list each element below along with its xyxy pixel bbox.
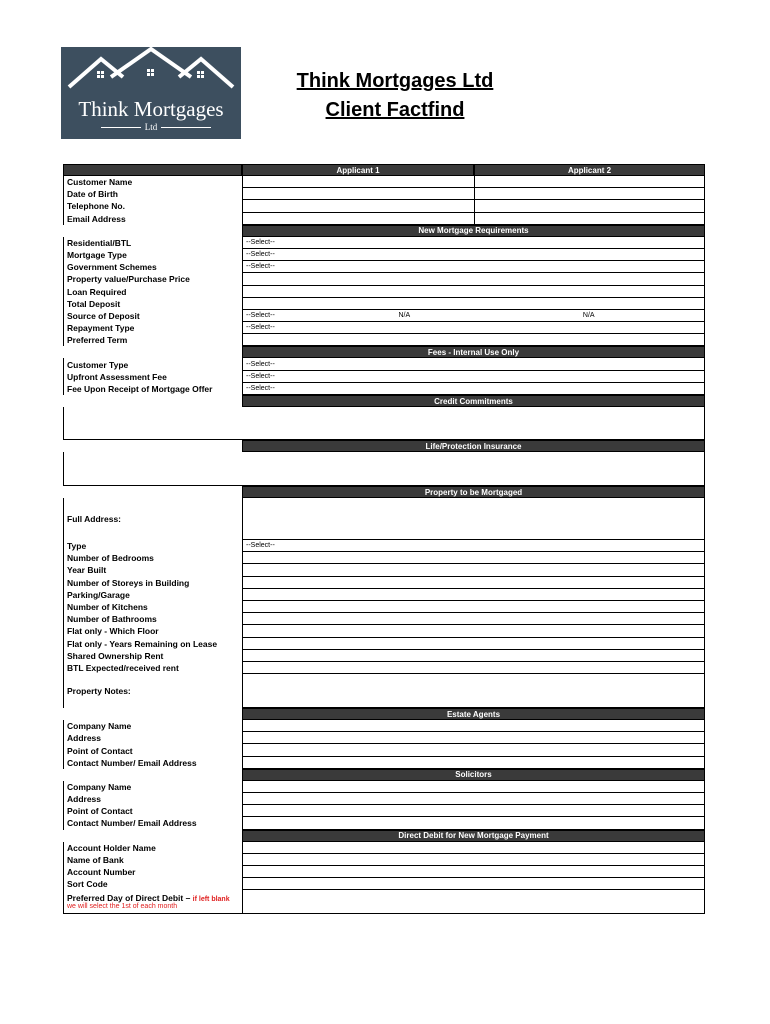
residential-btl-field[interactable]: --Select-- [242, 237, 705, 249]
preferred-term-field[interactable] [242, 334, 705, 346]
solicitor-company-name-field[interactable] [242, 781, 705, 793]
estate-contact-number-email-address-field[interactable] [242, 757, 705, 769]
applicant-row [63, 200, 705, 212]
property-row [63, 540, 705, 552]
field-label-repayment-type: Repayment Type [63, 322, 242, 334]
field-label-account-number: Account Number [63, 866, 242, 878]
property-row [63, 613, 705, 625]
solicitor-address-field[interactable] [242, 793, 705, 805]
source-of-deposit-select[interactable] [242, 310, 705, 322]
dd-row [63, 854, 705, 866]
mortgage-row [63, 310, 705, 322]
full-address-field[interactable] [242, 498, 705, 540]
field-label-address: Address [63, 732, 242, 744]
field-label-email-address: Email Address [63, 213, 242, 225]
section-solicitors: Solicitors [242, 769, 705, 781]
property-row [63, 650, 705, 662]
form-title: Client Factfind [325, 99, 465, 121]
mortgage-row [63, 334, 705, 346]
dd-account-holder-name-field[interactable] [242, 842, 705, 854]
solicitor-row [63, 781, 705, 793]
dd-preferred-day-field[interactable] [242, 890, 705, 914]
field-label-name-of-bank: Name of Bank [63, 854, 242, 866]
number-of-kitchens-field[interactable] [242, 601, 705, 613]
field-label-type: Type [63, 540, 242, 552]
btl-expected-received-rent-field[interactable] [242, 662, 705, 674]
full-address-row [63, 498, 705, 540]
field-label-flat-only-which-floor: Flat only - Which Floor [63, 625, 242, 637]
field-label-year-built: Year Built [63, 564, 242, 576]
mortgage-row [63, 273, 705, 285]
number-of-bedrooms-field[interactable] [242, 552, 705, 564]
field-label-upfront-assessment-fee: Upfront Assessment Fee [63, 371, 242, 383]
dd-row [63, 842, 705, 854]
field-label-company-name: Company Name [63, 781, 242, 793]
mortgage-row [63, 322, 705, 334]
field-label-address: Address [63, 793, 242, 805]
property-row [63, 625, 705, 637]
section-fees: Fees - Internal Use Only [242, 346, 705, 358]
dd-preferred-day-label [63, 890, 242, 914]
dd-name-of-bank-field[interactable] [242, 854, 705, 866]
flat-only-which-floor-field[interactable] [242, 625, 705, 637]
field-label-parking-garage: Parking/Garage [63, 589, 242, 601]
dd-sort-code-field[interactable] [242, 878, 705, 890]
field-label-number-of-bathrooms: Number of Bathrooms [63, 613, 242, 625]
select-value: --Select-- [246, 311, 275, 319]
estate-point-of-contact-field[interactable] [242, 744, 705, 756]
field-label-loan-required: Loan Required [63, 286, 242, 298]
section-property: Property to be Mortgaged [242, 486, 705, 498]
estate-row [63, 757, 705, 769]
credit-commitments-field[interactable] [63, 407, 705, 440]
mortgage-row [63, 249, 705, 261]
field-label-account-holder-name: Account Holder Name [63, 842, 242, 854]
fees-row [63, 383, 705, 395]
dd-row [63, 866, 705, 878]
property-row [63, 552, 705, 564]
section-direct-debit: Direct Debit for New Mortgage Payment [242, 830, 705, 842]
na-text: N/A [398, 311, 411, 319]
applicant1-header: Applicant 1 [242, 164, 474, 176]
field-label-telephone-no: Telephone No. [63, 200, 242, 212]
solicitor-contact-number-email-address-field[interactable] [242, 817, 705, 829]
estate-row [63, 744, 705, 756]
loan-required-field[interactable] [242, 286, 705, 298]
dd-preferred-day-row [63, 890, 705, 914]
property-notes-label: Property Notes: [63, 674, 242, 708]
year-built-field[interactable] [242, 564, 705, 576]
solicitor-row [63, 805, 705, 817]
number-of-storeys-in-building-field[interactable] [242, 577, 705, 589]
field-label-number-of-storeys-in-building: Number of Storeys in Building [63, 577, 242, 589]
logo-name: Think Mortgages [78, 97, 224, 121]
applicant-header [63, 164, 705, 176]
telephone-no-applicant2-field[interactable] [474, 200, 705, 212]
dd-day-text: Preferred Day of Direct Debit – [67, 893, 193, 904]
total-deposit-field[interactable] [242, 298, 705, 310]
solicitor-row [63, 793, 705, 805]
field-label-residential-btl: Residential/BTL [63, 237, 242, 249]
factfind-form [63, 164, 705, 914]
number-of-bathrooms-field[interactable] [242, 613, 705, 625]
field-label-customer-type: Customer Type [63, 358, 242, 370]
fees-row [63, 358, 705, 370]
estate-company-name-field[interactable] [242, 720, 705, 732]
property-row [63, 564, 705, 576]
mortgage-row [63, 237, 705, 249]
email-address-applicant1-field[interactable] [242, 213, 474, 225]
field-label-preferred-term: Preferred Term [63, 334, 242, 346]
field-label-contact-number-email-address: Contact Number/ Email Address [63, 817, 242, 829]
estate-row [63, 732, 705, 744]
dd-account-number-field[interactable] [242, 866, 705, 878]
field-label-date-of-birth: Date of Birth [63, 188, 242, 200]
field-label-point-of-contact: Point of Contact [63, 805, 242, 817]
field-label-total-deposit: Total Deposit [63, 298, 242, 310]
field-label-customer-name: Customer Name [63, 176, 242, 188]
dd-row [63, 878, 705, 890]
section-estate-agents: Estate Agents [242, 708, 705, 720]
repayment-type-field[interactable]: --Select-- [242, 322, 705, 334]
customer-type-select[interactable]: --Select-- [242, 358, 705, 370]
na-text: N/A [582, 311, 595, 319]
flat-only-years-remaining-on-lease-field[interactable] [242, 638, 705, 650]
field-label-company-name: Company Name [63, 720, 242, 732]
property-notes-row [63, 674, 705, 708]
company-title: Think Mortgages Ltd [296, 70, 494, 92]
solicitor-point-of-contact-field[interactable] [242, 805, 705, 817]
field-label-number-of-kitchens: Number of Kitchens [63, 601, 242, 613]
section-life: Life/Protection Insurance [242, 440, 705, 452]
field-label-sort-code: Sort Code [63, 878, 242, 890]
mortgage-row [63, 261, 705, 273]
parking-garage-field[interactable] [242, 589, 705, 601]
property-row [63, 638, 705, 650]
mortgage-type-field[interactable]: --Select-- [242, 249, 705, 261]
field-label-flat-only-years-remaining-on-lease: Flat only - Years Remaining on Lease [63, 638, 242, 650]
company-logo [61, 47, 241, 139]
property-row [63, 577, 705, 589]
field-label-fee-upon-receipt-of-mortgage-offer: Fee Upon Receipt of Mortgage Offer [63, 383, 242, 395]
telephone-no-applicant1-field[interactable] [242, 200, 474, 212]
mortgage-row [63, 286, 705, 298]
field-label-btl-expected-received-rent: BTL Expected/received rent [63, 662, 242, 674]
fee-upon-receipt-of-mortgage-offer-select[interactable]: --Select-- [242, 383, 705, 395]
estate-row [63, 720, 705, 732]
field-label-shared-ownership-rent: Shared Ownership Rent [63, 650, 242, 662]
property-row [63, 662, 705, 674]
property-value-purchase-price-field[interactable] [242, 273, 705, 285]
full-address-label: Full Address: [63, 498, 242, 540]
solicitor-row [63, 817, 705, 829]
fees-row [63, 371, 705, 383]
mortgage-row [63, 298, 705, 310]
dd-day-note: if left blank [192, 896, 230, 904]
property-row [63, 589, 705, 601]
type-field[interactable]: --Select-- [242, 540, 705, 552]
applicant2-header: Applicant 2 [474, 164, 705, 176]
date-of-birth-applicant1-field[interactable] [242, 188, 474, 200]
customer-name-applicant1-field[interactable] [242, 176, 474, 188]
applicant-row [63, 176, 705, 188]
applicant-row [63, 213, 705, 225]
email-address-applicant2-field[interactable] [474, 213, 705, 225]
property-row [63, 601, 705, 613]
logo-divider [161, 127, 211, 128]
section-new-mortgage: New Mortgage Requirements [242, 225, 705, 237]
customer-name-applicant2-field[interactable] [474, 176, 705, 188]
field-label-source-of-deposit: Source of Deposit [63, 310, 242, 322]
field-label-mortgage-type: Mortgage Type [63, 249, 242, 261]
field-label-number-of-bedrooms: Number of Bedrooms [63, 552, 242, 564]
section-credit: Credit Commitments [242, 395, 705, 407]
house-roofs-icon [61, 47, 241, 97]
shared-ownership-rent-field[interactable] [242, 650, 705, 662]
government-schemes-field[interactable]: --Select-- [242, 261, 705, 273]
life-insurance-field[interactable] [63, 452, 705, 486]
applicant-row [63, 188, 705, 200]
dd-day-note-2: we will select the 1st of each month [67, 903, 178, 911]
estate-address-field[interactable] [242, 732, 705, 744]
upfront-assessment-fee-select[interactable]: --Select-- [242, 371, 705, 383]
date-of-birth-applicant2-field[interactable] [474, 188, 705, 200]
field-label-contact-number-email-address: Contact Number/ Email Address [63, 757, 242, 769]
field-label-government-schemes: Government Schemes [63, 261, 242, 273]
property-notes-field[interactable] [242, 674, 705, 708]
field-label-point-of-contact: Point of Contact [63, 744, 242, 756]
logo-suffix: Ltd [144, 122, 158, 132]
field-label-property-value-purchase-price: Property value/Purchase Price [63, 273, 242, 285]
